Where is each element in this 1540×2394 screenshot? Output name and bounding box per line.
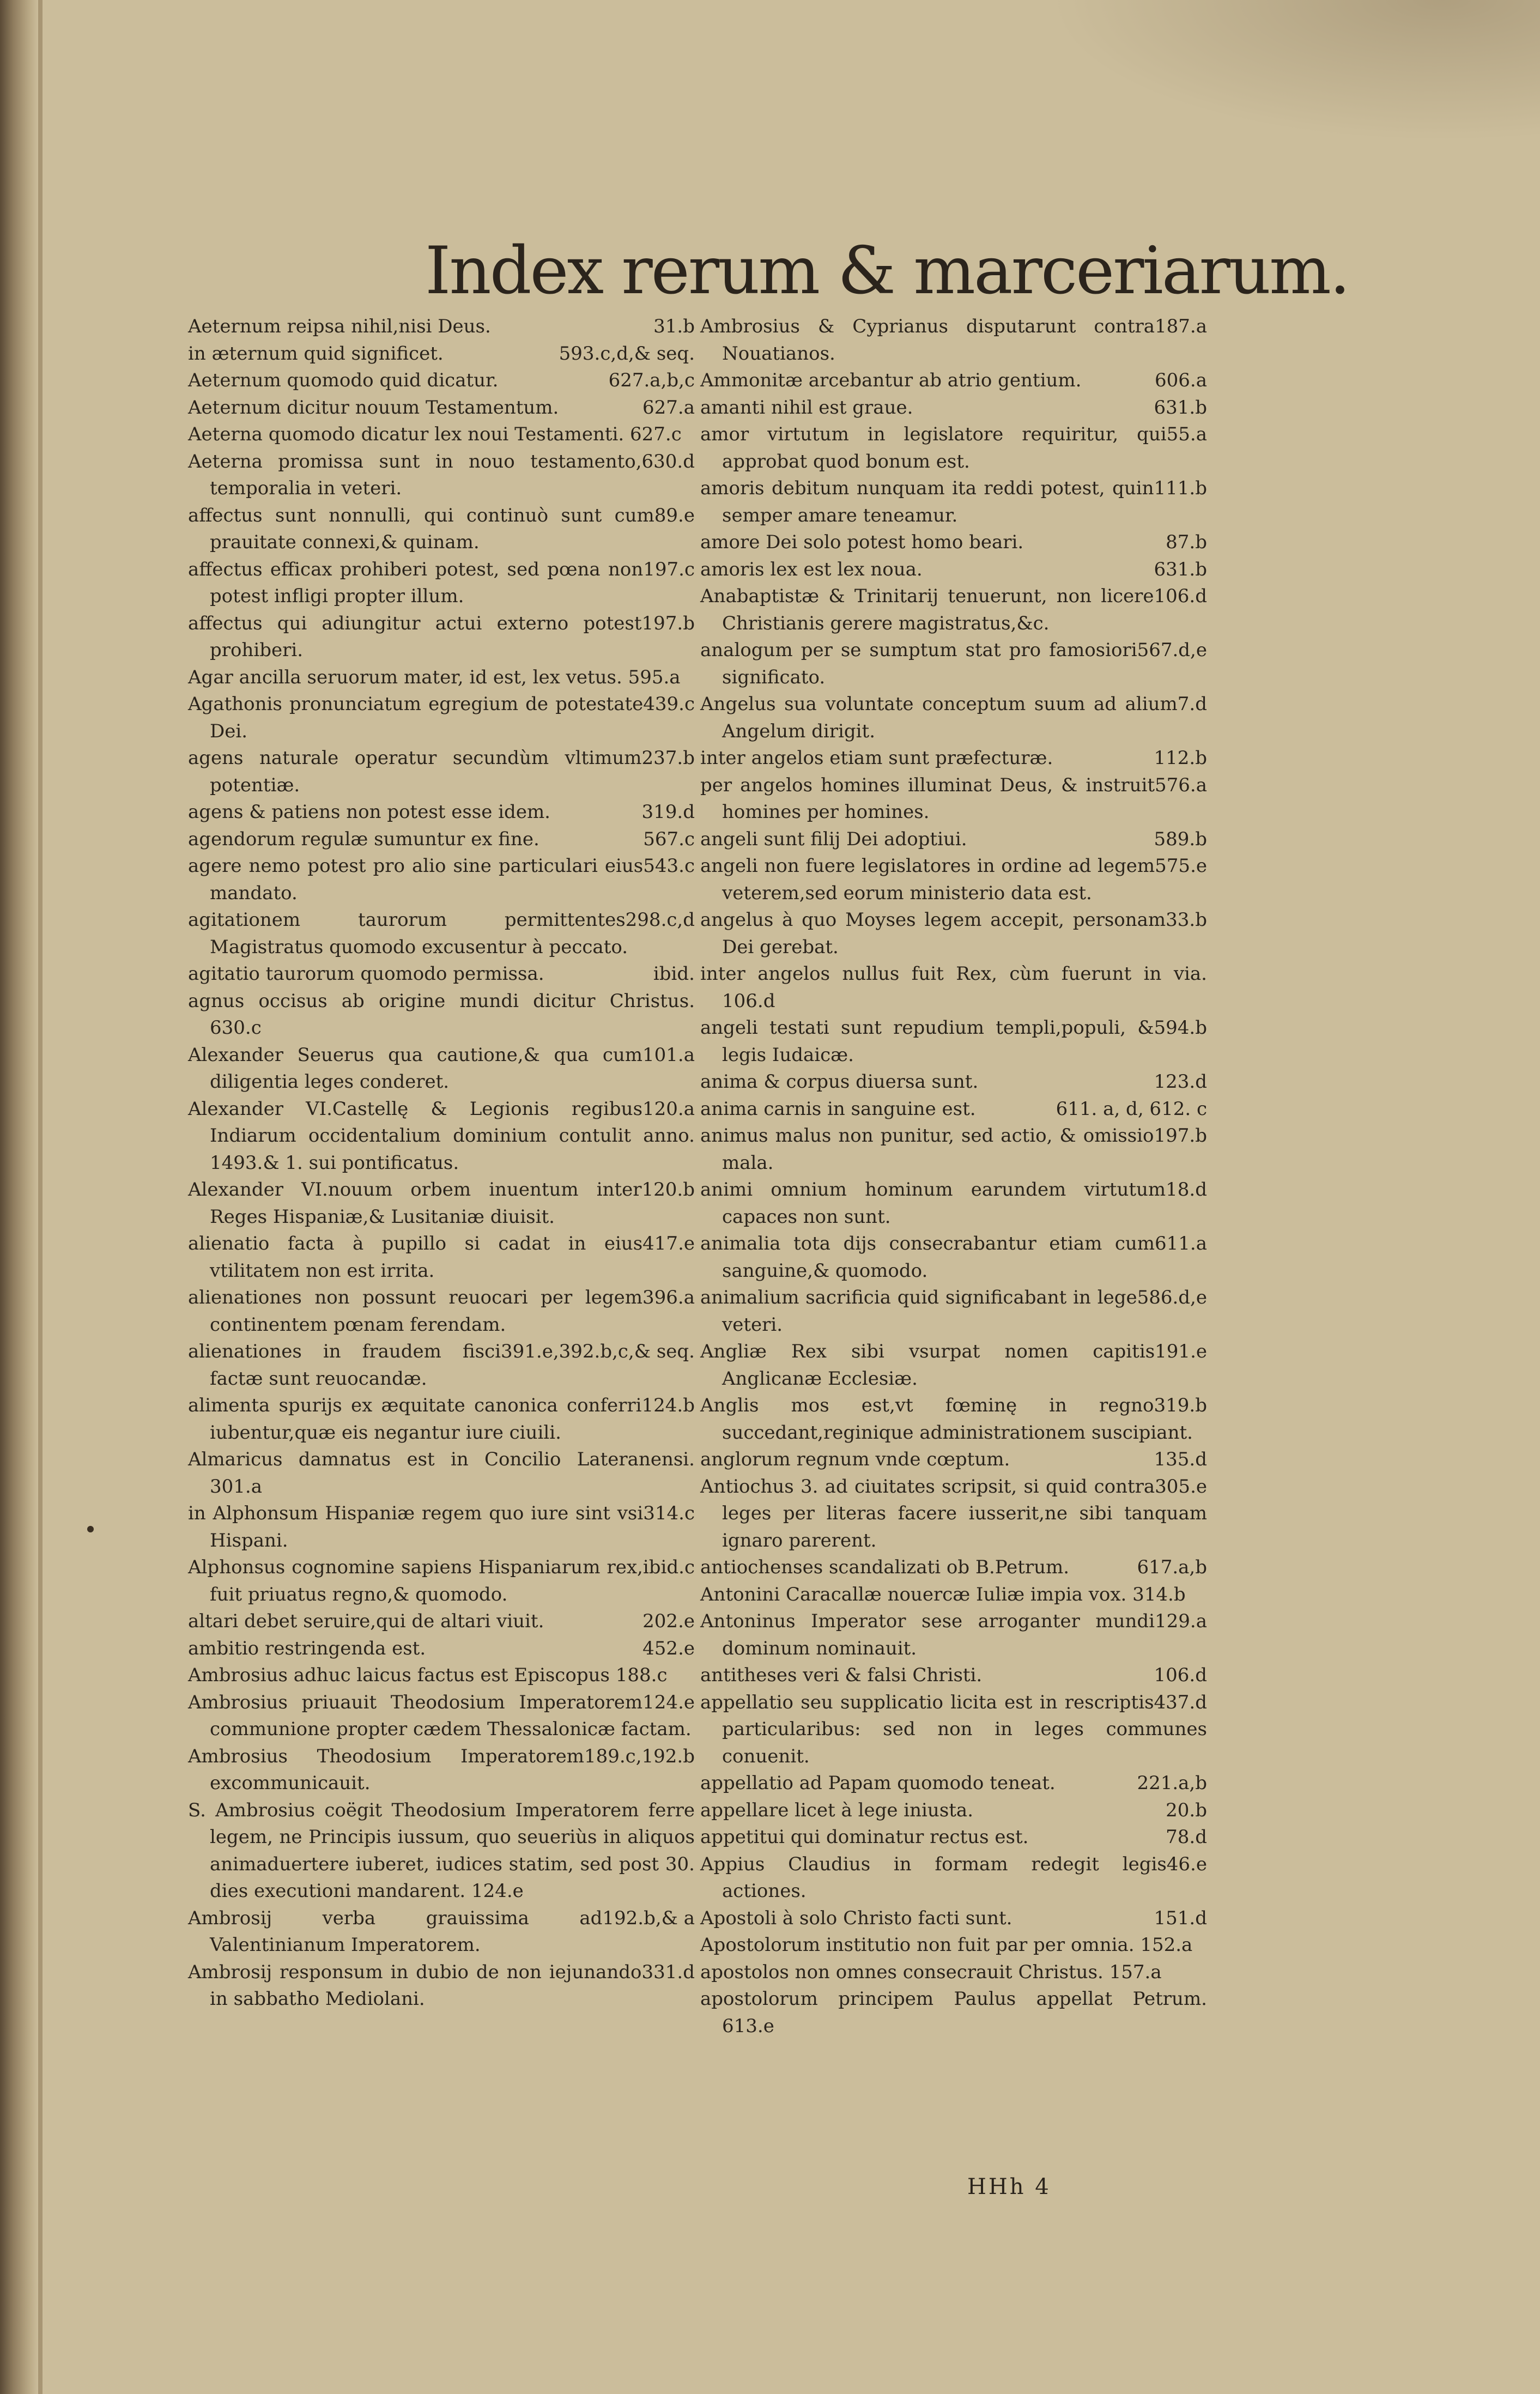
entry-text: Ammonitæ arcebantur ab atrio gentium. xyxy=(700,369,1082,391)
index-entry xyxy=(700,1824,1212,1851)
page-reference: 106.d xyxy=(1154,585,1207,607)
page-reference: 630.d xyxy=(641,450,695,472)
page-reference: 87.b xyxy=(1166,531,1207,553)
index-entry xyxy=(188,1797,700,1905)
entry-text: Apostolorum institutio non fuit par per omnia. 152.a xyxy=(700,1934,1193,1956)
index-entry xyxy=(700,395,1212,422)
index-entry xyxy=(188,799,700,826)
index-entry xyxy=(188,1554,700,1608)
index-entry xyxy=(700,1662,1212,1689)
index-entry xyxy=(700,367,1212,395)
page-reference: 617.a,b xyxy=(1137,1556,1207,1578)
index-entry xyxy=(700,583,1212,637)
index-entry xyxy=(700,961,1212,1015)
page-reference: 189.c,192.b xyxy=(584,1745,695,1767)
index-entry xyxy=(700,1797,1212,1825)
index-entry xyxy=(700,1231,1212,1284)
page-reference: 129.a xyxy=(1155,1610,1207,1632)
entry-text: Aeternum reipsa nihil,nisi Deus. xyxy=(188,316,491,337)
entry-text: anglorum regnum vnde cœptum. xyxy=(700,1448,1010,1470)
page-reference: 606.a xyxy=(1155,369,1207,391)
entry-text: Aeterna promissa sunt in nouo testamento, temporalia in veteri. xyxy=(188,450,642,499)
page-reference: 151.d xyxy=(1154,1907,1207,1929)
index-column-left xyxy=(188,313,700,2013)
entry-text: in æternum quid significet. xyxy=(188,342,444,365)
page-reference: 89.e xyxy=(654,504,695,526)
page-reference: 631.b xyxy=(1154,396,1207,419)
entry-text: angelus à quo Moyses legem accepit, personam Dei gerebat. xyxy=(700,909,1166,958)
entry-text: apostolos non omnes consecrauit Christus. 157.a xyxy=(700,1961,1162,1983)
page-reference: 627.a,b,c xyxy=(608,369,695,391)
signature-mark: HHh 4 xyxy=(967,2174,1051,2199)
entry-text: Ambrosius & Cyprianus disputarunt contra Nouatianos. xyxy=(700,316,1155,365)
index-entry xyxy=(188,1689,700,1743)
index-entry xyxy=(700,313,1212,367)
entry-text: anima & corpus diuersa sunt. xyxy=(700,1071,979,1093)
index-entry xyxy=(188,907,700,961)
entry-text: Antoninus Imperator sese arroganter mundi dominum nominauit. xyxy=(700,1610,1155,1659)
entry-text: appellatio ad Papam quomodo teneat. xyxy=(700,1772,1056,1794)
index-entry xyxy=(188,1608,700,1635)
page-reference: 7.d xyxy=(1177,693,1207,715)
page-reference: 55.a xyxy=(1166,423,1207,445)
page-reference: 197.c xyxy=(643,558,695,580)
index-entry xyxy=(700,637,1212,691)
entry-text: Ambrosius priuauit Theodosium Imperatorem communione propter cædem Thessalonicæ factam. xyxy=(188,1691,692,1740)
entry-text: appellatio seu supplicatio licita est in rescriptis particularibus: sed non in leges communes conuenit. xyxy=(700,1691,1207,1767)
index-entry xyxy=(188,745,700,799)
entry-text: agens naturale operatur secundùm vltimum potentiæ. xyxy=(188,747,642,796)
page-reference: 567.c xyxy=(643,828,695,850)
index-entry xyxy=(700,1284,1212,1338)
entry-text: affectus efficax prohiberi potest, sed pœna non potest infligi propter illum. xyxy=(188,558,644,607)
page-reference: 439.c xyxy=(643,693,695,715)
index-entry xyxy=(700,907,1212,961)
entry-text: animalia tota dijs consecrabantur etiam cum sanguine,& quomodo. xyxy=(700,1233,1155,1282)
index-entry xyxy=(700,1069,1212,1096)
entry-text: Antonini Caracallæ nouercæ Iuliæ impia vox. 314.b xyxy=(700,1583,1186,1605)
page-reference: 106.d xyxy=(1154,1664,1207,1686)
entry-text: ambitio restringenda est. xyxy=(188,1637,426,1659)
entry-text: Apostoli à solo Christo facti sunt. xyxy=(700,1907,1012,1929)
index-entry xyxy=(188,1500,700,1554)
page-reference: 191.e xyxy=(1155,1341,1207,1362)
entry-text: Ambrosij verba grauissima ad Valentinianum Imperatorem. xyxy=(188,1907,603,1956)
entry-text: Anabaptistæ & Trinitarij tenuerunt, non licere Christianis gerere magistratus,&c. xyxy=(700,585,1154,634)
page-reference: 202.e xyxy=(642,1610,695,1632)
index-entry xyxy=(188,1905,700,1959)
paper-stain xyxy=(1050,0,1540,142)
entry-text: anima carnis in sanguine est. xyxy=(700,1098,976,1120)
entry-text: affectus qui adiungitur actui externo potest prohiberi. xyxy=(188,612,642,661)
page-reference: 627.a xyxy=(642,396,695,419)
entry-text: amoris debitum nunquam ita reddi potest, quin semper amare teneamur. xyxy=(700,477,1154,526)
entry-text: Almaricus damnatus est in Concilio Lateranensi. 301.a xyxy=(188,1448,695,1498)
index-entry xyxy=(700,475,1212,529)
entry-text: apostolorum principem Paulus appellat Petrum. 613.e xyxy=(700,1988,1207,2037)
page-reference: 124.e xyxy=(642,1691,695,1713)
index-entry xyxy=(188,313,700,341)
entry-text: Aeternum quomodo quid dicatur. xyxy=(188,369,499,391)
entry-text: antiochenses scandalizati ob B.Petrum. xyxy=(700,1556,1070,1578)
entry-text: Ambrosius Theodosium Imperatorem excommunicauit. xyxy=(188,1745,584,1794)
index-entry xyxy=(188,341,700,368)
index-entry xyxy=(700,1392,1212,1446)
index-entry xyxy=(700,1905,1212,1932)
index-entry xyxy=(188,1635,700,1663)
page-reference: 78.d xyxy=(1166,1826,1207,1848)
page-reference: 123.d xyxy=(1154,1071,1207,1093)
index-entry xyxy=(700,1177,1212,1231)
page-reference: 586.d,e xyxy=(1137,1287,1207,1308)
index-entry xyxy=(700,1959,1212,1986)
page-reference: ibid. xyxy=(653,963,695,985)
index-entry xyxy=(700,1096,1212,1123)
index-entry xyxy=(188,1177,700,1231)
index-entry xyxy=(188,1096,700,1177)
page-reference: 319.b xyxy=(1154,1395,1207,1416)
index-entry xyxy=(188,961,700,988)
index-entry xyxy=(700,826,1212,853)
page-reference: 192.b,& a xyxy=(602,1907,695,1929)
index-entry xyxy=(188,1231,700,1284)
entry-text: inter angelos nullus fuit Rex, cùm fuerunt in via. 106.d xyxy=(700,963,1207,1012)
index-entry xyxy=(700,1474,1212,1555)
index-column-right xyxy=(700,313,1212,2040)
entry-text: Ambrosius adhuc laicus factus est Episcopus 188.c xyxy=(188,1664,668,1686)
page-reference: 452.e xyxy=(642,1637,695,1659)
page-reference: 197.b xyxy=(1154,1125,1207,1147)
index-entry xyxy=(700,745,1212,772)
index-entry xyxy=(700,556,1212,584)
page-reference: 576.a xyxy=(1155,774,1207,796)
index-entry xyxy=(700,1986,1212,2040)
index-entry xyxy=(188,395,700,422)
page-reference: 120.a xyxy=(642,1098,695,1120)
index-entry xyxy=(700,1689,1212,1771)
index-entry xyxy=(700,691,1212,745)
entry-text: alimenta spurijs ex æquitate canonica conferri iubentur,quæ eis negantur iure ciuili. xyxy=(188,1395,642,1444)
page-reference: 631.b xyxy=(1154,558,1207,580)
entry-text: angeli testati sunt repudium templi,populi, & legis Iudaicæ. xyxy=(700,1017,1154,1066)
page-reference: 314.c xyxy=(643,1502,695,1524)
index-entry xyxy=(700,1554,1212,1581)
entry-text: amor virtutum in legislatore requiritur, qui approbat quod bonum est. xyxy=(700,423,1167,472)
page-reference: 319.d xyxy=(641,801,695,823)
page-reference: 391.e,392.b,c,& seq. xyxy=(501,1341,695,1362)
entry-text: Angelus sua voluntate conceptum suum ad alium Angelum dirigit. xyxy=(700,693,1178,742)
page-reference: 543.c xyxy=(643,855,695,877)
entry-text: amoris lex est lex noua. xyxy=(700,558,923,580)
index-entry xyxy=(188,691,700,745)
entry-text: amore Dei solo potest homo beari. xyxy=(700,531,1024,553)
page-reference: 111.b xyxy=(1154,477,1207,499)
index-entry xyxy=(188,664,700,692)
entry-text: animus malus non punitur, sed actio, & omissio mala. xyxy=(700,1125,1154,1174)
entry-text: agere nemo potest pro alio sine particulari eius mandato. xyxy=(188,855,644,904)
index-entry xyxy=(700,1932,1212,1959)
index-entry xyxy=(700,772,1212,826)
entry-text: affectus sunt nonnulli, qui continuò sunt cum prauitate connexi,& quinam. xyxy=(188,504,654,553)
index-entry xyxy=(700,853,1212,907)
page-reference: 112.b xyxy=(1154,747,1207,769)
page-reference: 33.b xyxy=(1166,909,1207,931)
entry-text: Anglis mos est,vt fœminę in regno succedant,reginique administrationem suscipiant. xyxy=(700,1395,1193,1444)
entry-text: Aeterna quomodo dicatur lex noui Testamenti. 627.c xyxy=(188,423,682,445)
index-entry xyxy=(188,853,700,907)
entry-text: per angelos homines illuminat Deus, & instruit homines per homines. xyxy=(700,774,1155,823)
page-reference: 237.b xyxy=(641,747,695,769)
entry-text: alienationes non possunt reuocari per legem continentem pœnam ferendam. xyxy=(188,1287,643,1336)
index-entry xyxy=(188,421,700,449)
entry-text: Antiochus 3. ad ciuitates scripsit, si quid contra leges per literas facere iusserit,ne sibi tanquam ignaro parerent. xyxy=(700,1475,1207,1551)
entry-text: appellare licet à lege iniusta. xyxy=(700,1799,974,1821)
entry-text: Ambrosij responsum in dubio de non iejunando in sabbatho Mediolani. xyxy=(188,1961,642,2010)
entry-text: animi omnium hominum earundem virtutum capaces non sunt. xyxy=(700,1179,1166,1228)
entry-text: agitatio taurorum quomodo permissa. xyxy=(188,963,544,985)
entry-text: angeli sunt filij Dei adoptiui. xyxy=(700,828,967,850)
page-reference: 593.c,d,& seq. xyxy=(559,342,695,365)
index-entry xyxy=(188,449,700,502)
page-title: Index rerum & marceriarum. xyxy=(425,233,1349,309)
index-entry xyxy=(188,1743,700,1797)
index-entry xyxy=(188,1338,700,1392)
index-entry xyxy=(700,1608,1212,1662)
page-reference: 611. a, d, 612. c xyxy=(1056,1098,1207,1120)
index-entry xyxy=(700,529,1212,556)
page-reference: 101.a xyxy=(642,1044,695,1066)
entry-text: S. Ambrosius coëgit Theodosium Imperatorem ferre legem, ne Principis iussum, quo seueriùs in aliquos animaduertere iuberet, iudices statim, sed post 30. dies executioni mandarent. 124.e xyxy=(188,1799,695,1902)
entry-text: Alexander VI.nouum orbem inuentum inter Reges Hispaniæ,& Lusitaniæ diuisit. xyxy=(188,1179,642,1228)
entry-text: amanti nihil est graue. xyxy=(700,396,913,419)
entry-text: analogum per se sumptum stat pro famosiori significato. xyxy=(700,639,1137,688)
page-reference: 305.e xyxy=(1155,1475,1207,1498)
page-reference: 396.a xyxy=(642,1287,695,1308)
index-entry xyxy=(700,1123,1212,1177)
ink-dot xyxy=(87,1526,94,1532)
entry-text: agens & patiens non potest esse idem. xyxy=(188,801,550,823)
index-entry xyxy=(188,1284,700,1338)
index-entry xyxy=(188,988,700,1042)
entry-text: Alphonsus cognomine sapiens Hispaniarum rex, fuit priuatus regno,& quomodo. xyxy=(188,1556,643,1605)
entry-text: agendorum regulæ sumuntur ex fine. xyxy=(188,828,539,850)
page-reference: 567.d,e xyxy=(1137,639,1207,661)
index-entry xyxy=(188,1959,700,2013)
page-reference: ibid.c xyxy=(642,1556,695,1578)
entry-text: antitheses veri & falsi Christi. xyxy=(700,1664,983,1686)
page-reference: 437.d xyxy=(1154,1691,1207,1713)
index-entry xyxy=(700,1015,1212,1069)
index-entry xyxy=(188,367,700,395)
index-entry xyxy=(188,502,700,556)
index-entry xyxy=(188,826,700,853)
entry-text: alienatio facta à pupillo si cadat in eius vtilitatem non est irrita. xyxy=(188,1233,643,1282)
entry-text: animalium sacrificia quid significabant in lege veteri. xyxy=(700,1287,1137,1336)
index-entry xyxy=(700,421,1212,475)
index-entry xyxy=(188,1042,700,1096)
index-entry xyxy=(700,1581,1212,1609)
entry-text: Agathonis pronunciatum egregium de potestate Dei. xyxy=(188,693,644,742)
page-reference: 575.e xyxy=(1155,855,1207,877)
entry-text: Aeternum dicitur nouum Testamentum. xyxy=(188,396,559,419)
page-reference: 46.e xyxy=(1166,1853,1207,1875)
entry-text: Agar ancilla seruorum mater, id est, lex vetus. 595.a xyxy=(188,666,681,688)
page-reference: 18.d xyxy=(1166,1179,1207,1201)
page-reference: 187.a xyxy=(1155,316,1207,337)
page-reference: 197.b xyxy=(641,612,695,634)
entry-text: Alexander Seuerus qua cautione,& qua cum diligentia leges conderet. xyxy=(188,1044,643,1093)
index-entry xyxy=(700,1851,1212,1905)
page-reference: 594.b xyxy=(1154,1017,1207,1039)
index-entry xyxy=(188,610,700,664)
entry-text: altari debet seruire,qui de altari viuit. xyxy=(188,1610,544,1632)
entry-text: Appius Claudius in formam redegit legis actiones. xyxy=(700,1853,1167,1902)
book-gutter xyxy=(0,0,38,2394)
page-reference: 31.b xyxy=(653,316,695,337)
index-entry xyxy=(188,556,700,610)
entry-text: Alexander VI.Castellę & Legionis regibus Indiarum occidentalium dominium contulit anno. 1493.& 1. sui pontificatus. xyxy=(188,1098,695,1174)
page-edge xyxy=(38,0,43,2394)
entry-text: inter angelos etiam sunt præfecturæ. xyxy=(700,747,1053,769)
index-entry xyxy=(700,1446,1212,1474)
page-reference: 135.d xyxy=(1154,1448,1207,1470)
index-entry xyxy=(188,1392,700,1446)
index-entry xyxy=(188,1446,700,1500)
page-reference: 20.b xyxy=(1166,1799,1207,1821)
page-reference: 298.c,d xyxy=(625,909,695,931)
page-reference: 331.d xyxy=(641,1961,695,1983)
index-entry xyxy=(188,1662,700,1689)
page-reference: 417.e xyxy=(642,1233,695,1254)
page-reference: 589.b xyxy=(1154,828,1207,850)
entry-text: appetitui qui dominatur rectus est. xyxy=(700,1826,1029,1848)
entry-text: alienationes in fraudem fisci factæ sunt reuocandæ. xyxy=(188,1341,501,1390)
index-entry xyxy=(700,1770,1212,1797)
entry-text: Angliæ Rex sibi vsurpat nomen capitis Anglicanæ Ecclesiæ. xyxy=(700,1341,1155,1390)
entry-text: angeli non fuere legislatores in ordine ad legem veterem,sed eorum ministerio data est. xyxy=(700,855,1155,904)
page-reference: 611.a xyxy=(1155,1233,1207,1254)
page-reference: 120.b xyxy=(641,1179,695,1201)
entry-text: in Alphonsum Hispaniæ regem quo iure sint vsi Hispani. xyxy=(188,1502,644,1551)
entry-text: agnus occisus ab origine mundi dicitur Christus. 630.c xyxy=(188,990,695,1039)
index-entry xyxy=(700,1338,1212,1392)
entry-text: agitationem taurorum permittentes Magistratus quomodo excusentur à peccato. xyxy=(188,909,628,958)
page-reference: 124.b xyxy=(641,1395,695,1416)
page-reference: 221.a,b xyxy=(1137,1772,1207,1794)
